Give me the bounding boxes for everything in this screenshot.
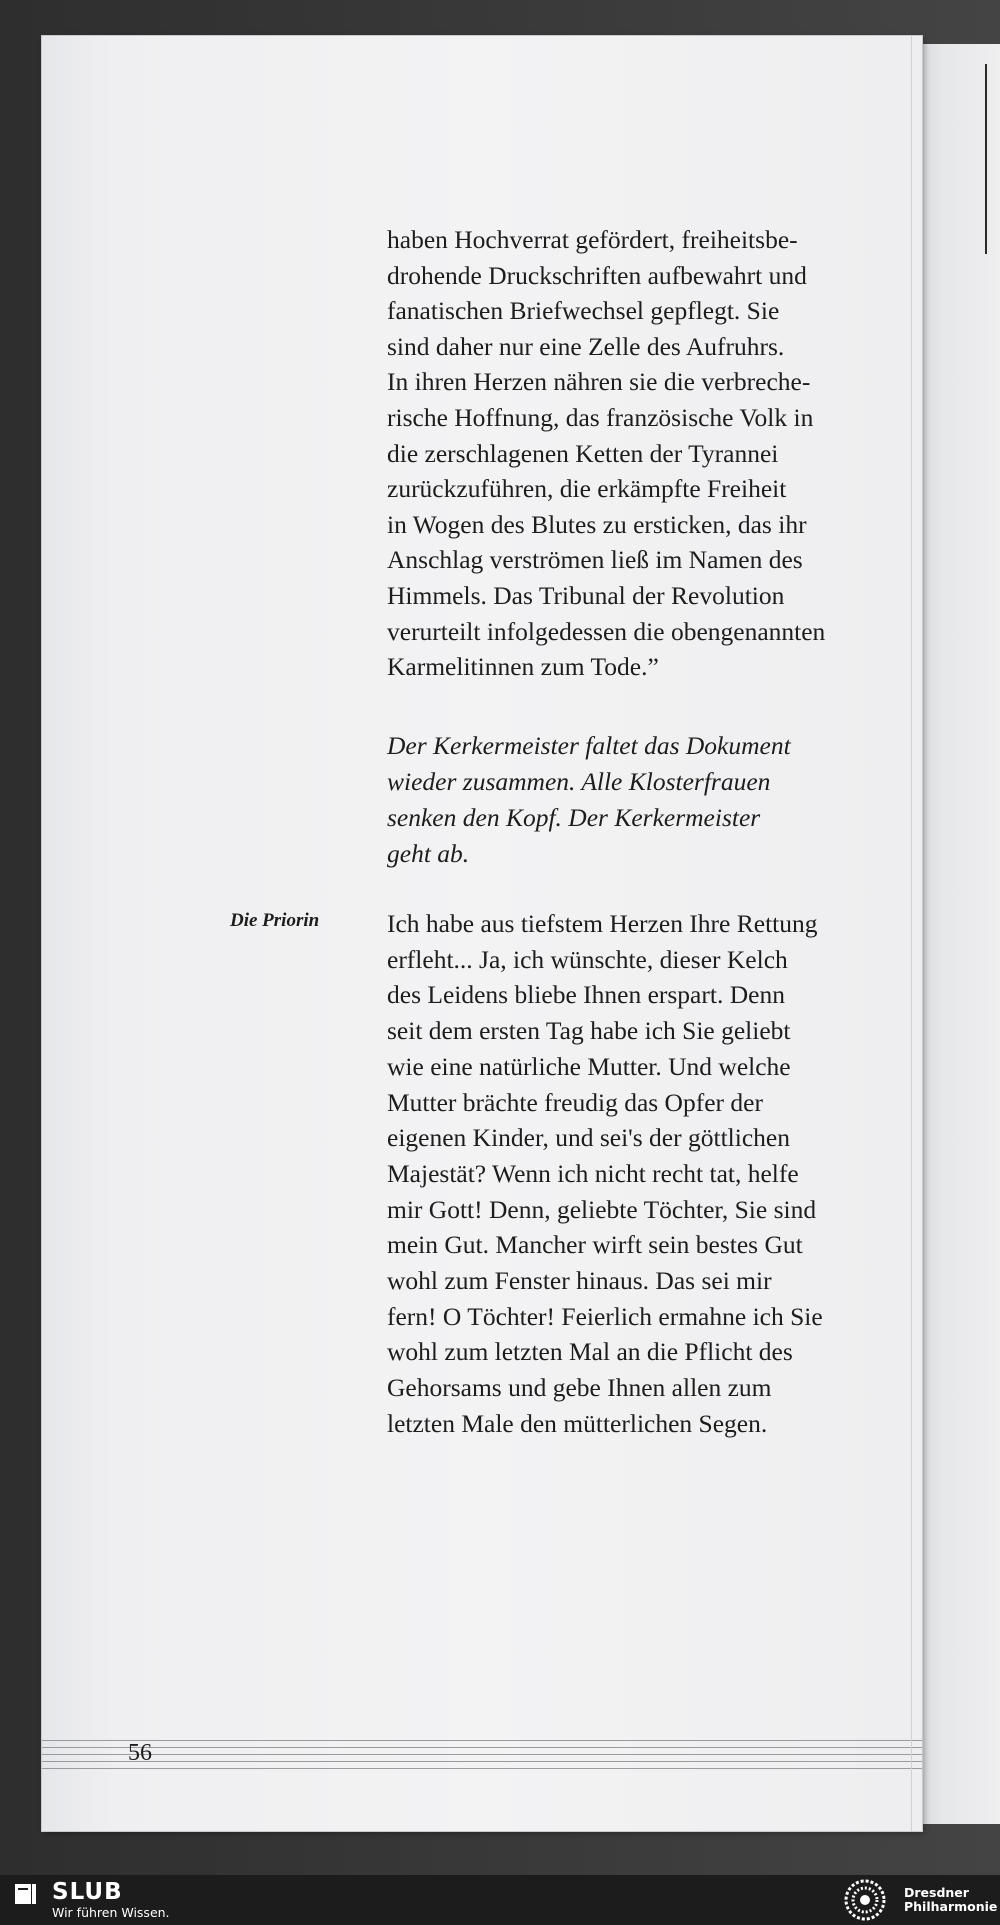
text-line: fanatischen Briefwechsel gepflegt. Sie xyxy=(387,296,780,326)
speech-line: wohl zum letzten Mal an die Pflicht des xyxy=(387,1337,793,1367)
verdict-text xyxy=(387,222,927,685)
stage-direction-line: geht ab. xyxy=(387,839,470,868)
stage-direction-line: senken den Kopf. Der Kerkermeister xyxy=(387,803,761,832)
stage-direction xyxy=(387,728,927,872)
text-line: rische Hoffnung, das französische Volk in xyxy=(387,402,814,432)
speech-line: fern! O Töchter! Feierlich ermahne ich Sie xyxy=(387,1301,823,1331)
speech-line: seit dem ersten Tag habe ich Sie geliebt xyxy=(387,1016,791,1046)
speech-line: erfleht... Ja, ich wünschte, dieser Kelch xyxy=(387,944,788,974)
speaker-name: Die Priorin xyxy=(230,910,320,931)
text-line: die zerschlagenen Ketten der Tyrannei xyxy=(387,438,779,468)
adjacent-page-edge xyxy=(918,44,1000,1824)
music-staff-decoration xyxy=(42,1740,922,1780)
speech-line: letzten Male den mütterlichen Segen. xyxy=(387,1408,768,1438)
page-number: 56 xyxy=(128,1740,152,1766)
book-page xyxy=(42,36,922,1831)
speech-line: wie eine natürliche Mutter. Und welche xyxy=(387,1051,791,1081)
speech-line: eigenen Kinder, und sei's der göttlichen xyxy=(387,1123,790,1153)
priorin-speech xyxy=(387,906,927,1442)
speech-line: wohl zum Fenster hinaus. Das sei mir xyxy=(387,1266,772,1296)
text-line: drohende Druckschriften aufbewahrt und xyxy=(387,260,807,290)
stage-direction-line: Der Kerkermeister faltet das Dokument xyxy=(387,731,791,760)
text-line: verurteilt infolgedessen die obengenannten xyxy=(387,616,826,646)
partner-name-line: Philharmonie xyxy=(904,1899,998,1914)
adjacent-page-rule xyxy=(985,64,987,254)
partner-name-line: Dresdner xyxy=(904,1885,969,1900)
text-line: Himmels. Das Tribunal der Revolution xyxy=(387,580,785,610)
speech-line: Majestät? Wenn ich nicht recht tat, helfe xyxy=(387,1158,799,1188)
slub-book-icon xyxy=(14,1882,38,1906)
text-line: In ihren Herzen nähren sie die verbreche- xyxy=(387,367,811,397)
text-line: sind daher nur eine Zelle des Aufruhrs. xyxy=(387,331,785,361)
partner-name xyxy=(904,1886,997,1914)
speech-line: des Leidens bliebe Ihnen erspart. Denn xyxy=(387,980,785,1010)
speech-line: Ich habe aus tiefstem Herzen Ihre Rettung xyxy=(387,909,818,938)
footer-bar xyxy=(0,1875,1000,1925)
speech-line: Mutter brächte freudig das Opfer der xyxy=(387,1087,763,1117)
library-tagline: Wir führen Wissen. xyxy=(52,1905,170,1920)
stage-direction-line: wieder zusammen. Alle Klosterfrauen xyxy=(387,767,771,796)
philharmonie-circle-logo-icon xyxy=(842,1878,888,1922)
text-line: in Wogen des Blutes zu ersticken, das ihr xyxy=(387,509,807,539)
library-name: SLUB xyxy=(52,1879,123,1905)
speech-line: Gehorsams und gebe Ihnen allen zum xyxy=(387,1373,772,1403)
print-dot xyxy=(592,1832,595,1835)
speech-line: mir Gott! Denn, geliebte Töchter, Sie sind xyxy=(387,1194,817,1224)
text-line: zurückzuführen, die erkämpfte Freiheit xyxy=(387,474,787,504)
text-line: Karmelitinnen zum Tode.” xyxy=(387,652,659,682)
text-line: haben Hochverrat gefördert, freiheitsbe- xyxy=(387,225,798,254)
text-line: Anschlag verströmen ließ im Namen des xyxy=(387,545,803,575)
speech-line: mein Gut. Mancher wirft sein bestes Gut xyxy=(387,1230,803,1260)
